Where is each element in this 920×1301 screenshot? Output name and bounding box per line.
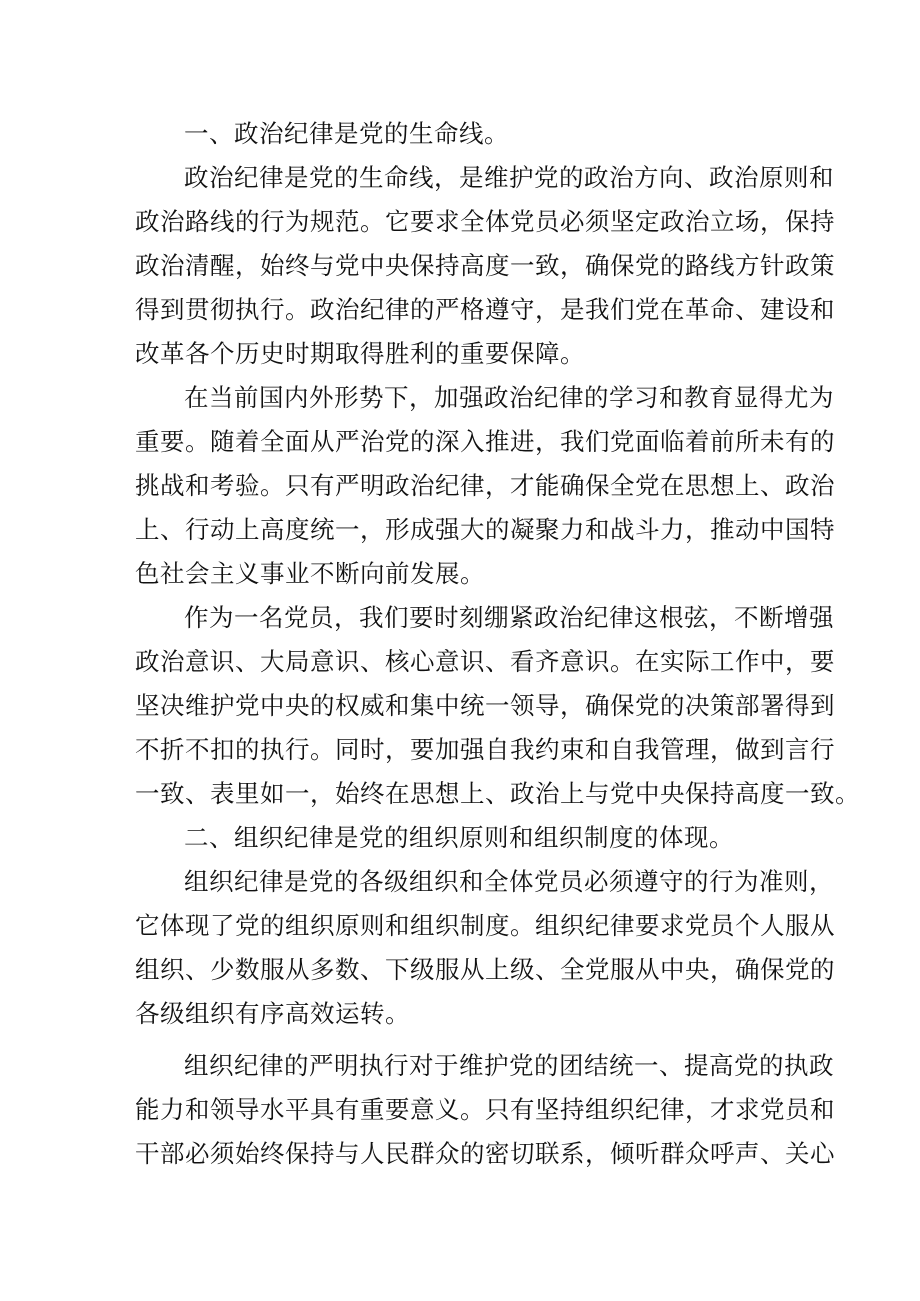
paragraph-line: 作为一名党员，我们要时刻绷紧政治纪律这根弦，不断增强 <box>184 603 834 632</box>
paragraph-line: 挑战和考验。只有严明政治纪律，才能确保全党在思想上、政治 <box>135 471 835 500</box>
section-heading-2: 二、组织纪律是党的组织原则和组织制度的体现。 <box>184 823 734 852</box>
paragraph-line: 上、行动上高度统一，形成强大的凝聚力和战斗力，推动中国特 <box>135 515 835 544</box>
paragraph-line: 能力和领导水平具有重要意义。只有坚持组织纪律，才求党员和 <box>135 1095 835 1124</box>
paragraph-line: 政治纪律是党的生命线，是维护党的政治方向、政治原则和 <box>184 163 834 192</box>
paragraph-line: 坚决维护党中央的权威和集中统一领导，确保党的决策部署得到 <box>135 691 835 720</box>
paragraph-line: 政治清醒，始终与党中央保持高度一致，确保党的路线方针政策 <box>135 251 835 280</box>
paragraph-line: 得到贯彻执行。政治纪律的严格遵守，是我们党在革命、建设和 <box>135 295 835 324</box>
paragraph-line: 组织、少数服从多数、下级服从上级、全党服从中央，确保党的 <box>135 955 835 984</box>
paragraph-line: 干部必须始终保持与人民群众的密切联系，倾听群众呼声、关心 <box>135 1139 835 1168</box>
document-body <box>135 112 860 1176</box>
paragraph-line: 政治路线的行为规范。它要求全体党员必须坚定政治立场，保持 <box>135 207 835 236</box>
paragraph-line: 它体现了党的组织原则和组织制度。组织纪律要求党员个人服从 <box>135 911 835 940</box>
paragraph-line: 改革各个历史时期取得胜利的重要保障。 <box>135 339 585 368</box>
section-heading-1: 一、政治纪律是党的生命线。 <box>184 119 509 148</box>
paragraph-line: 重要。随着全面从严治党的深入推进，我们党面临着前所未有的 <box>135 427 835 456</box>
paragraph-line: 不折不扣的执行。同时，要加强自我约束和自我管理，做到言行 <box>135 735 835 764</box>
paragraph-line: 在当前国内外形势下，加强政治纪律的学习和教育显得尤为 <box>184 383 834 412</box>
paragraph-line: 组织纪律的严明执行对于维护党的团结统一、提高党的执政 <box>184 1051 834 1080</box>
paragraph-line: 色社会主义事业不断向前发展。 <box>135 559 485 588</box>
paragraph-line: 各级组织有序高效运转。 <box>135 999 410 1028</box>
paragraph-line: 政治意识、大局意识、核心意识、看齐意识。在实际工作中，要 <box>135 647 835 676</box>
paragraph-line: 一致、表里如一，始终在思想上、政治上与党中央保持高度一致。 <box>135 779 860 808</box>
paragraph-line: 组织纪律是党的各级组织和全体党员必须遵守的行为准则， <box>184 867 834 896</box>
